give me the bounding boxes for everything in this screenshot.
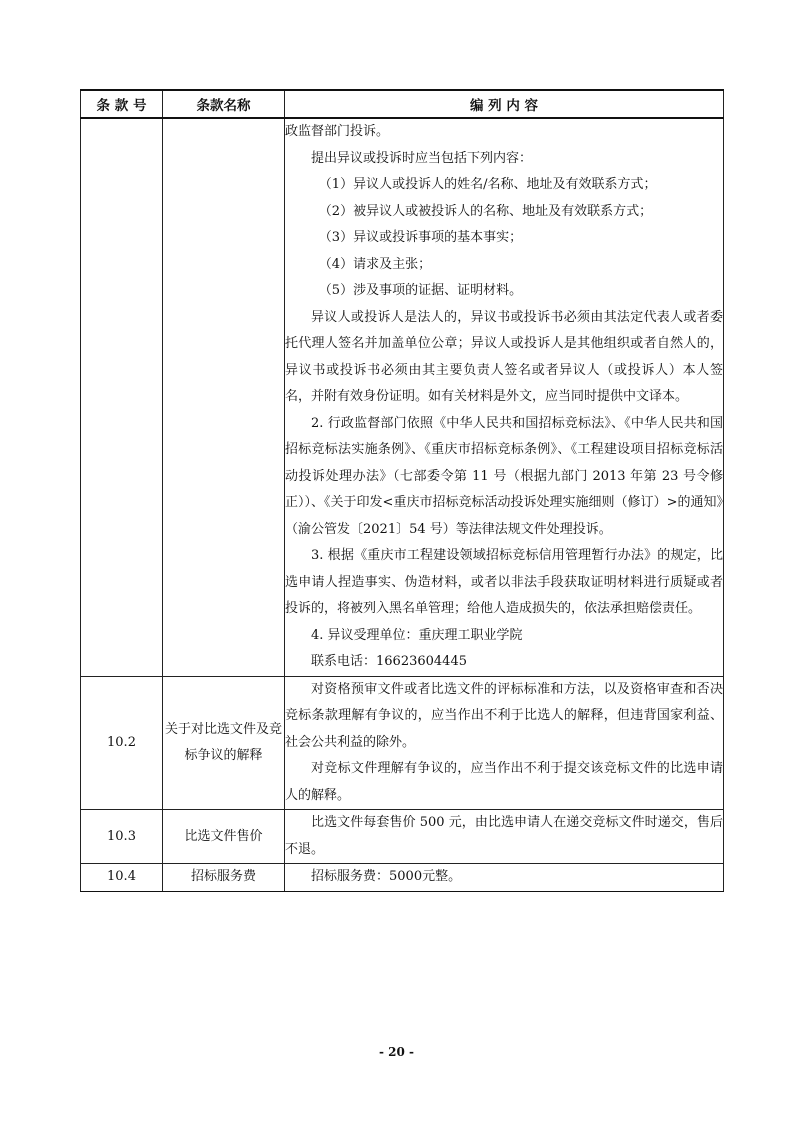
clause-name-cell (163, 118, 285, 676)
content-line: （4）请求及主张； (318, 256, 432, 272)
header-clause-no: 条 款 号 (81, 90, 163, 118)
table-row (81, 810, 724, 864)
clause-no-cell: 10.4 (81, 864, 163, 892)
clause-name-cell: 比选文件售价 (163, 810, 285, 864)
content-line: （2）被异议人或被投诉人的名称、地址及有效联系方式； (318, 203, 653, 219)
content-paragraph: 2. 行政监督部门依照《中华人民共和国招标竞标法》、《中华人民共和国招标竞标法实施条例》、《重庆市招标竞标条例》、《工程建设项目招标竞标活动投诉处理办法》（七部委令第 11 号（根据九部门 2013 年第 23 号令修正））、《关于印发<重庆市招标竞标活动投诉处理实施细则（修订）>的通知》（渝公管发〔2021〕54 号）等法律法规文件处理投诉。 (285, 415, 723, 537)
content-line: （1）异议人或投诉人的姓名/名称、地址及有效联系方式； (318, 177, 657, 192)
table-row (81, 118, 724, 676)
clause-name-cell: 关于对比选文件及竞标争议的解释 (163, 676, 285, 810)
clause-no-cell: 10.2 (81, 676, 163, 810)
table-header-row (81, 90, 724, 118)
content-paragraph: 对资格预审文件或者比选文件的评标标准和方法，以及资格审查和否决竞标条款理解有争议的，应当作出不利于比选人的解释，但违背国家利益、社会公共利益的除外。 (285, 681, 723, 750)
clause-content-cell (285, 676, 724, 810)
content-paragraph: 3. 根据《重庆市工程建设领域招标竞标信用管理暂行办法》的规定，比选申请人捏造事实、伪造材料，或者以非法手段获取证明材料进行质疑或者投诉的，将被列入黑名单管理；给他人造成损失的，依法承担赔偿责任。 (285, 548, 723, 616)
content-paragraph: 异议人或投诉人是法人的，异议书或投诉书必须由其法定代表人或者委托代理人签名并加盖单位公章；异议人或投诉人是其他组织或者自然人的，异议书或投诉书必须由其主要负责人签名或者异议人（或投诉人）本人签名，并附有效身份证明。如有关材料是外文，应当同时提供中文译本。 (285, 309, 723, 404)
page-number: - 20 - (378, 1045, 414, 1059)
header-content: 编 列 内 容 (285, 90, 724, 118)
clause-no-cell: 10.3 (81, 810, 163, 864)
content-line: 提出异议或投诉时应当包括下列内容： (311, 150, 533, 166)
content-line: 政监督部门投诉。 (285, 124, 390, 139)
clauses-table (80, 89, 724, 892)
clause-content-cell (285, 810, 724, 864)
header-clause-name: 条款名称 (163, 90, 285, 118)
content-line: 联系电话：16623604445 (311, 654, 467, 669)
content-line: （3）异议或投诉事项的基本事实； (318, 230, 523, 245)
content-line: 4. 异议受理单位：重庆理工职业学院 (311, 627, 523, 643)
content-paragraph: 比选文件每套售价 500 元，由比选申请人在递交竞标文件时递交，售后不退。 (285, 815, 723, 857)
content-line: （5）涉及事项的证据、证明材料。 (318, 283, 523, 298)
clause-content-cell (285, 118, 724, 676)
clause-no-cell (81, 118, 163, 676)
clause-name-cell: 招标服务费 (163, 864, 285, 892)
content-paragraph: 对竞标文件理解有争议的，应当作出不利于提交该竞标文件的比选申请人的解释。 (285, 761, 723, 803)
clause-content-cell (285, 864, 724, 892)
table-row (81, 676, 724, 810)
content-paragraph: 招标服务费：5000元整。 (311, 869, 462, 884)
table-row (81, 864, 724, 892)
